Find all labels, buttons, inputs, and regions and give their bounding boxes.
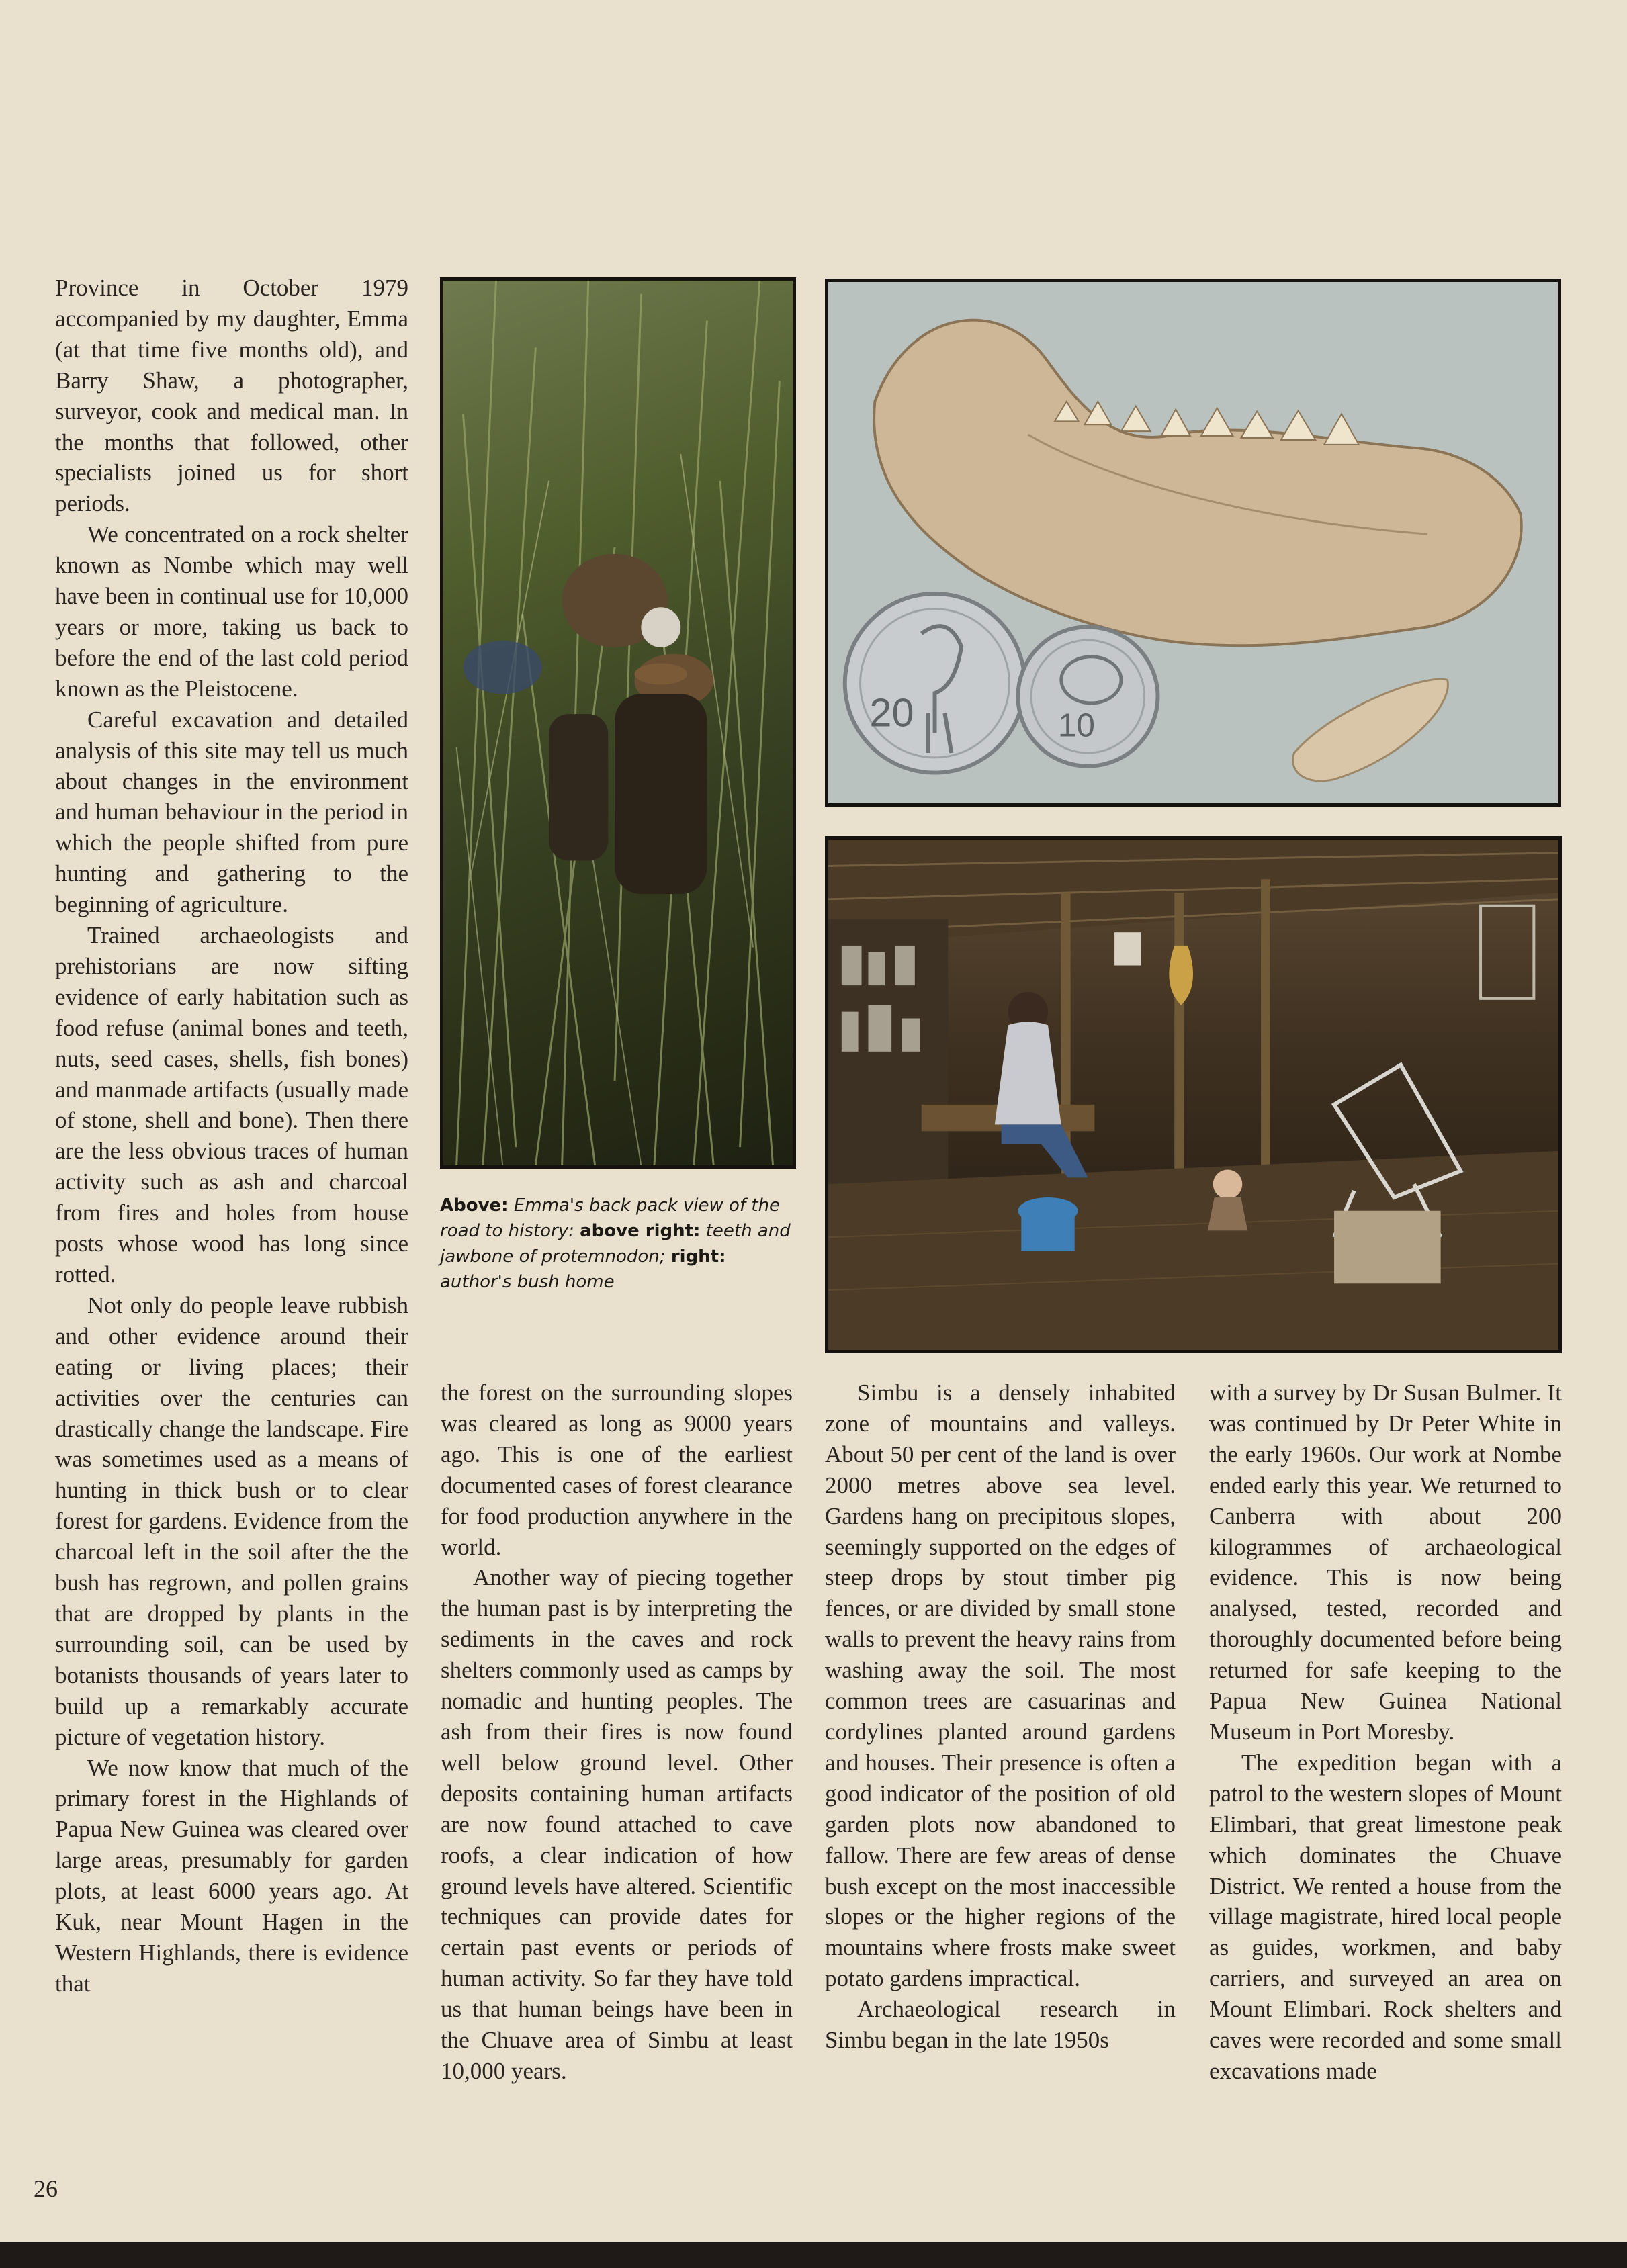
paragraph: We now know that much of the primary forest in the Highlands of Papua New Guinea was cleared over large areas, presumably for garden plots, at least 6000 years ago. At Kuk, near Mount Hagen in the Western Highlands, there is evidence that [55, 1754, 408, 1997]
paragraph: Province in October 1979 accompanied by my daughter, Emma (at that time five months old), and Barry Shaw, a photographer, surveyor, cook and medical man. In the months that followed, other specialists joined us for short periods. [55, 275, 408, 517]
caption-text: author's bush home [440, 1272, 615, 1292]
coin-20-label: 20 [869, 690, 914, 735]
photo-bush-home [825, 836, 1562, 1353]
article-column-3 [825, 1377, 1176, 2056]
paragraph: Archaeological research in Simbu began in the late 1950s [825, 1996, 1176, 2054]
photo-caption [440, 1193, 796, 1295]
page-number: 26 [34, 2175, 58, 2202]
paragraph: Another way of piecing together the human past is by interpreting the sediments in the caves and rock shelters commonly used as camps by nomadic and hunting peoples. The ash from their fires is now found well below ground level. Other deposits containing human artifacts are now found attached to cave roofs, a clear indication of how ground levels have altered. Scientific techniques can provide dates for certain past events or periods of human activity. So far they have told us that human beings have been in the Chuave area of Simbu at least 10,000 years. [441, 1564, 793, 2084]
paragraph: The expedition began with a patrol to the western slopes of Mount Elimbari, that great limestone peak which dominates the Chuave District. We rented a house from the village magistrate, hired local people as guides, workmen, and baby carriers, and surveyed an area on Mount Elimbari. Rock shelters and caves were recorded and some small excavations made [1209, 1749, 1562, 2084]
article-column-1 [55, 273, 408, 1999]
page-edge [0, 2242, 1627, 2268]
bush-home-illustration [828, 840, 1558, 1350]
photo-jawbone [825, 279, 1561, 807]
jungle-trail-illustration [443, 281, 793, 1165]
paragraph: the forest on the surrounding slopes was cleared as long as 9000 years ago. This is one of the earliest documented cases of forest clearance for food production anywhere in the world. [441, 1379, 793, 1560]
caption-lead: Above: [440, 1195, 509, 1216]
caption-lead: right: [670, 1246, 726, 1267]
caption-text: Emma's back pack view of the road to history: [440, 1195, 781, 1241]
caption-lead: above right: [580, 1221, 701, 1241]
article-column-2 [441, 1377, 793, 2087]
paragraph: Simbu is a densely inhabited zone of mountains and valleys. About 50 per cent of the land is over 2000 metres above sea level. Gardens hang on precipitous slopes, seemingly supported on the edges of steep drops by stout timber pig fences, or are divided by small stone walls to prevent the heavy rains from washing away the soil. The most common trees are casuarinas and cordylines planted around gardens and houses. Their presence is often a good indicator of the position of old garden plots now abandoned to fallow. There are few areas of dense bush except on the most inaccessible slopes or the higher regions of the mountains where frosts make sweet potato gardens impractical. [825, 1379, 1176, 1992]
paragraph: with a survey by Dr Susan Bulmer. It was continued by Dr Peter White in the early 1960s. Our work at Nombe ended early this year. We returned to Canberra with about 200 kilogrammes of archaeological evidence. This is now being analysed, tested, recorded and thoroughly documented before being returned for safe keeping to the Papua New Guinea National Museum in Port Moresby. [1209, 1379, 1562, 1745]
jawbone-illustration [828, 282, 1558, 803]
caption-text: teeth and jawbone of protemnodon; [440, 1221, 791, 1267]
coin-10-icon [1018, 627, 1157, 766]
coin-20-icon [845, 594, 1025, 773]
paragraph: Careful excavation and detailed analysis of this site may tell us much about changes in the environment and human behaviour in the period in which the people shifted from pure hunting and gathering to the beginning of agriculture. [55, 706, 408, 918]
paragraph: We concentrated on a rock shelter known as Nombe which may well have been in continual use for 10,000 years or more, taking us back to before the end of the last cold period known as the Pleistocene. [55, 521, 408, 702]
paragraph: Trained archaeologists and prehistorians are now sifting evidence of early habitation such as food refuse (animal bones and teeth, nuts, seed cases, shells, fish bones) and manmade artifacts (usually made of stone, shell and bone). Then there are the less obvious traces of human activity such as ash and charcoal from fires and holes from house posts whose wood has long since rotted. [55, 922, 408, 1287]
coin-10-label: 10 [1057, 707, 1095, 744]
photo-jungle-trail [440, 277, 796, 1169]
article-column-4 [1209, 1377, 1562, 2087]
paragraph: Not only do people leave rubbish and other evidence around their eating or living places; their activities over the centuries can drastically change the landscape. Fire was sometimes used as a means of hunting in thick bush or to clear forest for gardens. Evidence from the charcoal left in the soil after the the bush has regrown, and pollen grains that are dropped by plants in the surrounding soil, can be used by botanists thousands of years later to build up a remarkably accurate picture of vegetation history. [55, 1291, 408, 1750]
